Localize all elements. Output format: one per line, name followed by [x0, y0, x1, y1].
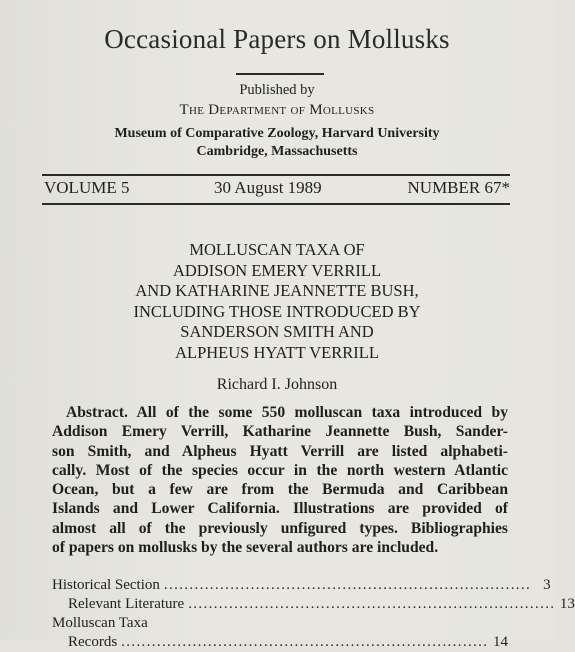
abstract-line: son Smith, and Alpheus Hyatt Verrill are listed alphabeti-	[52, 442, 508, 460]
toc-cut-off-row	[52, 633, 508, 650]
abstract-line: Abstract. All of the some 550 molluscan taxa introduced by	[66, 404, 508, 421]
abstract-line: cally. Most of the species occur in the north western Atlantic	[52, 461, 508, 479]
toc-entry-label: Records	[68, 634, 118, 650]
abstract-line: almost all of the previously unfigured types. Bibliographies	[52, 519, 508, 537]
toc-leader-dots	[121, 633, 486, 652]
series-title: Occasional Papers on Mollusks	[104, 24, 450, 54]
museum-city: Cambridge, Massachusetts	[196, 144, 358, 159]
article-title-line: SANDERSON SMITH AND	[180, 322, 374, 342]
article-author: Richard I. Johnson	[216, 376, 338, 393]
article-title-line: INCLUDING THOSE INTRODUCED BY	[133, 301, 421, 321]
toc-entry[interactable]	[52, 576, 551, 595]
toc-entry-page: 14	[493, 634, 508, 650]
toc-entry[interactable]	[52, 614, 508, 633]
toc-entry-page: 3	[543, 577, 551, 593]
abstract-paragraph	[52, 403, 508, 557]
article-title	[0, 240, 554, 364]
issue-date: 30 August 1989	[214, 178, 322, 197]
toc-leader-dots	[188, 595, 553, 614]
toc-entry-label: Relevant Literature	[68, 596, 185, 612]
abstract-line: of papers on mollusks by the several authors are included.	[52, 539, 439, 557]
issue-rule-bottom	[42, 203, 510, 205]
toc-leader-dots	[164, 576, 529, 595]
article-title-line: ALPHEUS HYATT VERRILL	[175, 342, 379, 362]
museum-name: Museum of Comparative Zoology, Harvard University	[114, 126, 440, 141]
issue-rule-top	[42, 174, 510, 176]
article-title-line: AND KATHARINE JEANNETTE BUSH,	[135, 281, 419, 301]
toc-entry[interactable]	[52, 595, 575, 614]
article-title-line: ADDISON EMERY VERRILL	[172, 260, 382, 280]
issue-info-row	[42, 178, 510, 200]
toc-entry-label: Historical Section	[52, 577, 160, 593]
abstract-line: Addison Emery Verrill, Katharine Jeannette Bush, Sander-	[52, 423, 508, 441]
issue-number: NUMBER 67*	[407, 178, 510, 197]
toc-entry[interactable]	[52, 633, 508, 652]
abstract-line: Ocean, but a few are from the Bermuda and Caribbean	[52, 481, 508, 499]
published-by: Published by	[239, 82, 315, 98]
article-title-line: MOLLUSCAN TAXA OF	[189, 240, 365, 259]
title-divider	[236, 73, 324, 75]
volume-label: VOLUME 5	[44, 178, 130, 197]
abstract-line: Islands and Lower California. Illustrations are provided of	[52, 500, 508, 518]
toc-entry-page: 13	[559, 596, 575, 612]
toc-entry-label: Molluscan Taxa	[52, 615, 148, 631]
table-of-contents	[52, 576, 575, 650]
department-name: The Department of Mollusks	[179, 102, 375, 118]
